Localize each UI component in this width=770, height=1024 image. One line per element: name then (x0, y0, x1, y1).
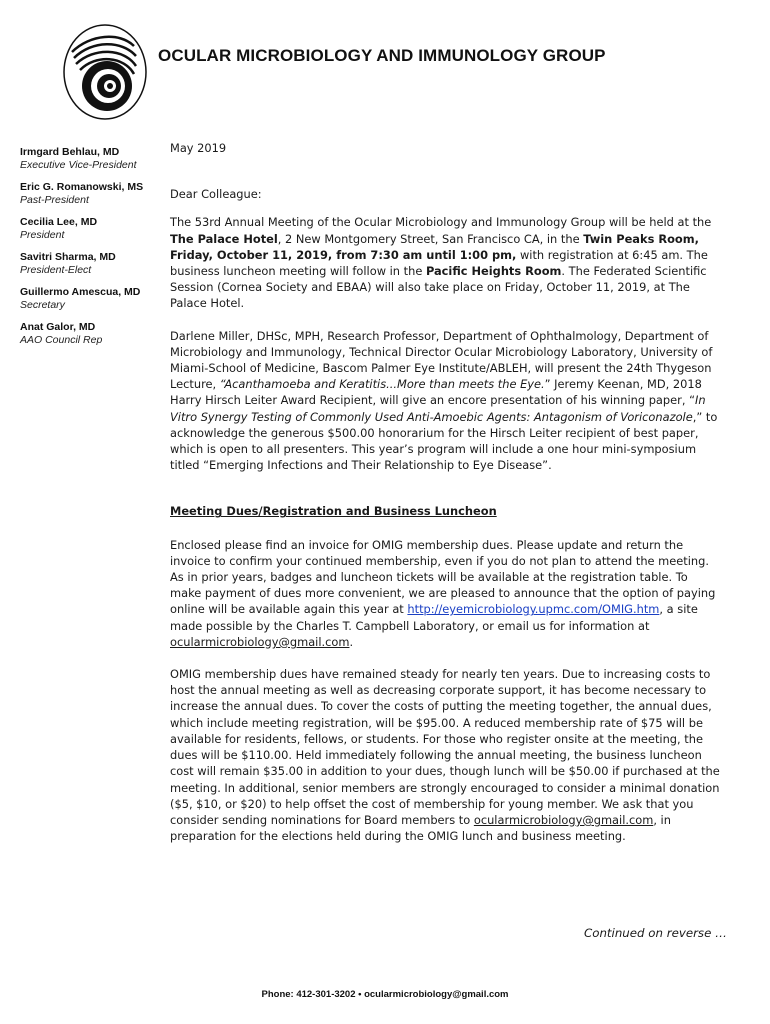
officer-name: Cecilia Lee, MD (20, 216, 98, 228)
officer-entry (20, 321, 158, 347)
footer-contact: Phone: 412-301-3202 • ocularmicrobiology@gmail.com (261, 989, 509, 1000)
officer-role: President (20, 229, 65, 241)
text-run: ” Jeremy Keenan, MD, 2018 Harry Hirsch Leiter Award Recipient, will give an encore presentation of his winning paper, “ (170, 377, 702, 408)
officer-role: Executive Vice-President (20, 159, 137, 171)
omig-spiral-logo-icon (62, 22, 148, 122)
officer-name: Savitri Sharma, MD (20, 251, 116, 263)
officer-role: Past-President (20, 194, 89, 206)
officer-name: Guillermo Amescua, MD (20, 286, 141, 298)
text-run: OMIG membership dues have remained steady for nearly ten years. Due to increasing costs to host the annual meeting as well as decreasing corporate support, it has become necessary to increase the annual dues. To cover the costs of putting the meeting together, the annual dues, which include meeting registration, will be $95.00. A reduced membership rate of $75 will be available for residents, fellows, or students. For those who register onsite at the meeting, the dues will be $110.00. Held immediately following the annual meeting, the business luncheon cost will remain $35.00 in addition to your dues, though lunch will be $50.00 if purchased at the meeting. In additional, senior members are strongly encouraged to consider a minimal donation ($5, $10, or $20) to help offset the cost of membership for young member. We ask that you consider sending nominations for Board members to (170, 667, 720, 827)
officer-role: President-Elect (20, 264, 92, 276)
officer-role: AAO Council Rep (20, 334, 103, 346)
meeting-announcement-paragraph (170, 214, 722, 311)
dues-paragraph (170, 537, 722, 650)
officer-name: Eric G. Romanowski, MS (20, 181, 144, 193)
section-heading: Meeting Dues/Registration and Business Luncheon (170, 504, 497, 519)
officer-role: Secretary (20, 299, 65, 311)
officer-entry (20, 286, 158, 312)
text-run: Enclosed please find an invoice for OMIG membership dues. Please update and return the invoice to confirm your continued membership, even if you do not plan to attend the meeting. As in prior years, badges and luncheon tickets will be available at the registration table. To make payment of dues more convenient, we are pleased to announce that the option of paying online will be available again this year at (170, 537, 716, 617)
officers-list (20, 146, 158, 356)
meeting-room-datetime: Twin Peaks Room, Friday, October 11, 2019, from 7:30 am until 1:00 pm, (170, 231, 699, 262)
text-run: ,” to acknowledge the generous $500.00 honorarium for the Hirsch Leiter recipient of best paper, which is open to all presenters. This year’s program will include a one hour mini-symposium titled “Emerging Infections and Their Relationship to Eye Disease”. (170, 409, 718, 473)
officer-entry (20, 181, 158, 207)
text-run: The 53rd Annual Meeting of the Ocular Microbiology and Immunology Group will be held at the (170, 215, 712, 230)
letter-body (170, 140, 722, 860)
luncheon-room: Pacific Heights Room (425, 264, 562, 279)
lecture-title: “Acanthamoeba and Keratitis...More than meets the Eye. (219, 377, 545, 392)
contact-email-link[interactable]: ocularmicrobiology@gmail.com (473, 812, 654, 827)
text-run: . (349, 634, 354, 649)
text-run: Darlene Miller, DHSc, MPH, Research Professor, Department of Ophthalmology, Department of Microbiology and Immunology, Technical Director Ocular Microbiology Laboratory, University of Miami-School of Medicine, Bascom Palmer Eye Institute/ABLEH, will present the 24th Thygeson Lecture, (170, 328, 713, 392)
organization-title: OCULAR MICROBIOLOGY AND IMMUNOLOGY GROUP (158, 46, 606, 65)
officer-entry (20, 216, 158, 242)
letter-date: May 2019 (170, 141, 227, 155)
letter-greeting: Dear Colleague: (170, 187, 262, 202)
text-run: . The Federated Scientific Session (Cornea Society and EBAA) will also take place on Friday, October 11, 2019, at The Palace Hotel. (170, 264, 707, 311)
officer-entry (20, 251, 158, 277)
contact-email-link[interactable]: ocularmicrobiology@gmail.com (170, 634, 350, 649)
text-run: with registration at 6:45 am. The business luncheon meeting will follow in the (170, 247, 708, 279)
officer-entry (20, 146, 158, 172)
text-run: , in preparation for the elections held during the OMIG lunch and business meeting. (170, 812, 671, 844)
paper-title: In Vitro Synergy Testing of Commonly Used Anti-Amoebic Agents: Antagonism of Voriconazole (170, 393, 706, 424)
officer-name: Irmgard Behlau, MD (20, 146, 120, 158)
text-run: , a site made possible by the Charles T. Campbell Laboratory, or email us for information at (170, 602, 698, 633)
omig-payment-link[interactable]: http://eyemicrobiology.upmc.com/OMIG.htm (407, 602, 660, 617)
lecture-paragraph (170, 328, 722, 474)
text-run: , 2 New Montgomery Street, San Francisco CA, in the (277, 231, 584, 246)
officer-name: Anat Galor, MD (20, 321, 96, 333)
dues-increase-paragraph (170, 666, 722, 844)
continued-note: Continued on reverse … (584, 926, 727, 940)
venue-name: The Palace Hotel (170, 231, 278, 246)
